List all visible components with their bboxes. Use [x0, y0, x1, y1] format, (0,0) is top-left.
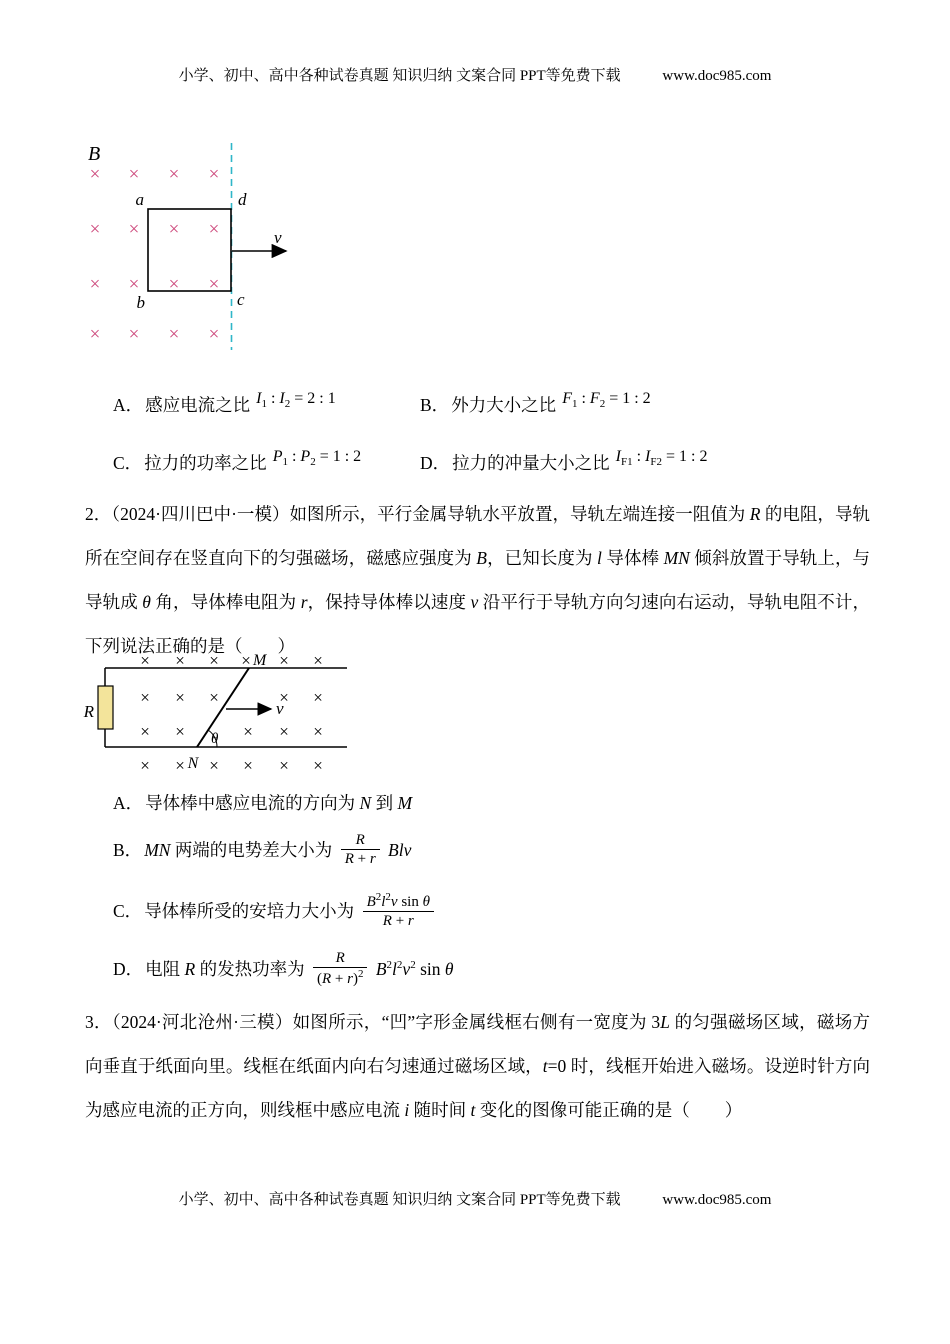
option-formula: $F_1$ : $F_2 = 1$ : 2 — [562, 390, 651, 411]
svg-text:×: × — [89, 219, 101, 240]
svg-text:×: × — [175, 722, 185, 741]
question-2-stem: 2．（2024·四川巴中·一模）如图所示，平行金属导轨水平放置，导轨左端连接一阻值为 R 的电阻，导轨所在空间存在竖直向下的匀强磁场，磁感应强度为 B，已知长度为 l 导体棒 MN 倾斜放置于导轨上，与导轨成 θ 角，导体棒电阻为 r，保持导体棒以速度 v 沿平行于导轨方向匀速向右运动，导轨电阻不计，下列说法正确的是（ ） — [85, 504, 871, 656]
svg-text:×: × — [168, 274, 180, 295]
svg-text:×: × — [243, 722, 253, 741]
svg-text:×: × — [279, 688, 289, 707]
svg-text:×: × — [140, 756, 150, 775]
option-text: MN 两端的电势差大小为 $\frac{R}{R + r}$ Blv — [144, 832, 412, 867]
page-footer — [0, 1188, 950, 1209]
q2-option-d — [113, 951, 453, 990]
q2-option-b — [113, 833, 411, 870]
svg-text:×: × — [209, 688, 219, 707]
svg-text:×: × — [128, 219, 140, 240]
svg-text:×: × — [140, 722, 150, 741]
option-letter: B． — [420, 395, 450, 415]
figure-q1-loop-in-field — [85, 136, 315, 358]
svg-text:×: × — [168, 164, 180, 185]
corner-label-a: a — [135, 190, 144, 209]
rod-end-label-N: N — [187, 755, 199, 772]
option-text: 感应电流之比 — [145, 395, 251, 415]
svg-text:×: × — [208, 324, 220, 345]
velocity-label: v — [276, 699, 284, 718]
svg-text:×: × — [168, 324, 180, 345]
svg-text:×: × — [209, 756, 219, 775]
option-letter: C． — [113, 453, 143, 473]
svg-text:×: × — [241, 651, 251, 670]
svg-text:×: × — [89, 164, 101, 185]
magnetic-field-crosses — [90, 164, 220, 345]
svg-text:×: × — [168, 219, 180, 240]
resistor-label: R — [83, 702, 94, 721]
svg-text:×: × — [140, 651, 150, 670]
svg-text:×: × — [140, 688, 150, 707]
option-letter: C． — [113, 900, 143, 921]
svg-text:×: × — [313, 651, 323, 670]
option-letter: D． — [113, 958, 144, 979]
figure-q2-rail-circuit — [85, 645, 365, 785]
option-text: 外力大小之比 — [451, 395, 557, 415]
svg-text:×: × — [89, 324, 101, 345]
svg-text:×: × — [313, 756, 323, 775]
corner-label-b: b — [136, 293, 145, 312]
option-text: 拉力的冲量大小之比 — [452, 453, 610, 473]
magnetic-field-crosses — [140, 651, 323, 775]
q2-option-a — [113, 790, 412, 815]
option-formula: $P_1$ : $P_2 = 1$ : 2 — [272, 448, 362, 469]
option-letter: A． — [113, 395, 144, 415]
option-letter: D． — [420, 453, 451, 473]
svg-text:×: × — [128, 324, 140, 345]
svg-text:×: × — [279, 722, 289, 741]
q1-option-c — [113, 450, 361, 476]
question-3-stem: 3．（2024·河北沧州·三模）如图所示，“凹”字形金属线框右侧有一宽度为 3L 的匀强磁场区域，磁场方向垂直于纸面向里。线框在纸面内向右匀速通过磁场区域，t=0 时，线框开始进入磁场。设逆时针方向为感应电流的正方向，则线框中感应电流 i 随时间 t 变化的图像可能正确的是（ ） — [85, 1012, 870, 1120]
resistor-body — [98, 686, 113, 729]
field-label: B — [88, 143, 101, 165]
option-text: 拉力的功率之比 — [144, 453, 267, 473]
svg-text:×: × — [279, 651, 289, 670]
svg-text:×: × — [128, 164, 140, 185]
option-letter: B． — [113, 839, 143, 860]
svg-text:×: × — [208, 274, 220, 295]
option-text: 导体棒所受的安培力大小为 $\frac{B^2l^2v \sin \theta}{R + r}$ — [144, 901, 438, 921]
q1-option-a — [113, 392, 336, 418]
svg-text:×: × — [175, 651, 185, 670]
corner-label-c: c — [237, 290, 245, 309]
svg-text:×: × — [279, 756, 289, 775]
page-header — [0, 64, 950, 85]
option-formula: $I_1$ : $I_2 = 2$ : 1 — [256, 390, 336, 411]
angle-label: θ — [211, 731, 219, 747]
svg-text:×: × — [243, 756, 253, 775]
option-formula: $I_{F1}$ : $I_{F2} = 1$ : 2 — [615, 448, 708, 469]
q1-option-b — [420, 392, 651, 418]
velocity-label: v — [274, 228, 282, 247]
svg-text:×: × — [313, 722, 323, 741]
q1-option-d — [420, 450, 707, 476]
footer-url[interactable]: www.doc985.com — [662, 1192, 772, 1208]
svg-text:×: × — [208, 219, 220, 240]
svg-text:×: × — [313, 688, 323, 707]
option-text: 导体棒中感应电流的方向为 N 到 M — [145, 793, 413, 813]
corner-label-d: d — [238, 190, 247, 209]
svg-text:×: × — [209, 651, 219, 670]
header-url[interactable]: www.doc985.com — [662, 68, 772, 84]
svg-text:×: × — [89, 274, 101, 295]
option-text: 电阻 R 的发热功率为 $\frac{R}{(R + r)^2}$ $B^2l^2v^2$ sin θ — [145, 950, 454, 987]
rod-end-label-M: M — [253, 652, 267, 669]
option-letter: A． — [113, 793, 144, 813]
header-slogan: 小学、初中、高中各种试卷真题 知识归纳 文案合同 PPT等免费下载 — [178, 68, 621, 84]
conductor-rod — [197, 668, 249, 747]
svg-text:×: × — [128, 274, 140, 295]
svg-text:×: × — [208, 164, 220, 185]
svg-text:×: × — [175, 756, 185, 775]
svg-text:×: × — [175, 688, 185, 707]
footer-slogan: 小学、初中、高中各种试卷真题 知识归纳 文案合同 PPT等免费下载 — [178, 1192, 621, 1208]
q2-option-c — [113, 893, 438, 932]
